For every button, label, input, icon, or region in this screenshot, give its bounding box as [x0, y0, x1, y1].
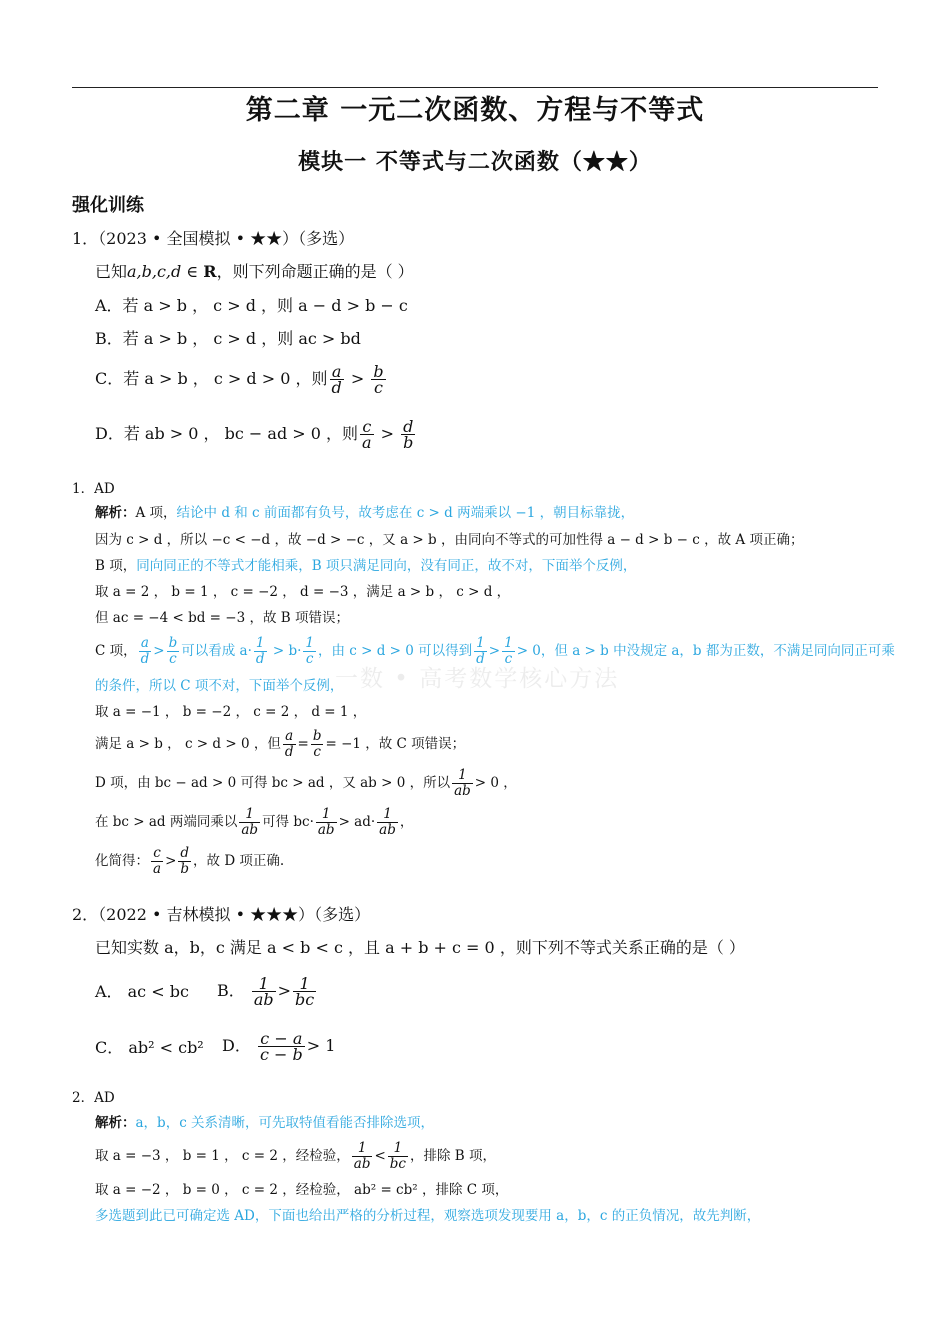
- q1-option-d: [95, 419, 417, 450]
- q1-stem-R: R: [203, 262, 217, 281]
- s1-line-12: 化简得： $\frac{c}{a}$ > $\frac{d}{b}$ ，故 D 项正确.: [95, 845, 285, 877]
- s1-answer: 1．AD: [72, 481, 115, 497]
- s1-line-3: [95, 556, 636, 576]
- fraction: $\frac{b}{c}$: [373, 362, 384, 397]
- s1-l3-note: 同向同正的不等式才能相乘，B 项只满足同向，没有同正，故不对，下面举个反例，: [136, 558, 637, 574]
- s1-line-6: [95, 636, 895, 667]
- gt: >: [375, 424, 400, 443]
- q1-stem: [95, 262, 414, 282]
- section-title: 强化训练: [72, 195, 144, 216]
- fraction: $\frac{1}{d}$: [476, 635, 485, 667]
- s1-l6-note: $\frac{a}{d}$ > $\frac{b}{c}$ 可以看成 a· $\frac{1}{d}$ > b· $\frac{1}{c}$ ，由 c > d > 0 可以得到 $\frac{1}{d}$ > $\frac{1}{c}$ > 0，但 a > b 中没规定 a，b 都为正数，不满足同向同正可乘: [140, 635, 895, 667]
- q1-option-c: [95, 364, 388, 395]
- q2-option-d-label: D．: [222, 1036, 251, 1055]
- fraction: $\frac{1}{ab}$: [241, 806, 259, 838]
- fraction: $\frac{1}{c}$: [504, 635, 513, 667]
- s1-l6-n4: ，但 a > b 中没规定 a，b 都为正数，不满足同向同正可乘: [540, 643, 895, 659]
- fraction: $\frac{d}{b}$: [180, 845, 190, 877]
- q1-option-a: A．若 a > b ， c > d ，则 a − d > b − c: [95, 296, 408, 315]
- fraction: $\frac{1}{ab}$: [253, 974, 274, 1009]
- fraction: $\frac{1}{ab}$: [353, 1140, 371, 1172]
- s1-l9-b: = −1 ，故 C 项错误；: [325, 736, 466, 752]
- s1-l6-n1: 可以看成 a·: [181, 643, 252, 659]
- s2-line-2: 取 a = −3 ， b = 1 ， c = 2 ，经检验， $\frac{1}{ab}$ < $\frac{1}{bc}$ ，排除 B 项，: [95, 1140, 496, 1172]
- q2-option-d: [222, 1031, 335, 1062]
- fraction: $\frac{c - a}{c - b}$: [259, 1029, 303, 1064]
- q1-stem-in: ∈: [181, 262, 204, 281]
- gt: >: [345, 369, 370, 388]
- s1-l11-d: ，: [399, 814, 414, 830]
- s1-l11-c: > ad·: [338, 814, 376, 830]
- q2-option-b-label: B．: [217, 981, 245, 1000]
- q1-header: 1．（2023 • 全国模拟 • ★★）（多选）: [72, 229, 355, 248]
- s1-l12-a: 化简得：: [95, 853, 149, 869]
- q2-stem: 已知实数 a，b，c 满足 a < b < c ，且 a + b + c = 0 ，则下列不等式关系正确的是（ ）: [95, 938, 745, 957]
- s1-l12-b: ，故 D 项正确.: [193, 853, 285, 869]
- q1-stem-post: ，则下列命题正确的是（ ）: [216, 262, 414, 281]
- fraction: $\frac{d}{b}$: [403, 417, 414, 452]
- q1-option-d-pre: D．若 ab > 0 ， bc − ad > 0 ，则: [95, 424, 359, 443]
- s1-l9-a: 满足 a > b ， c > d > 0 ，但: [95, 736, 281, 752]
- s2-l2-b: ，排除 B 项，: [409, 1148, 496, 1164]
- s1-line-11: [95, 807, 413, 838]
- q1-stem-pre: 已知: [95, 262, 128, 281]
- s1-line-4: 取 a = 2 ， b = 1 ， c = −2 ， d = −3 ，满足 a > b ， c > d ，: [95, 584, 511, 600]
- s1-line-9: 满足 a > b ， c > d > 0 ，但 $\frac{a}{d}$ = $\frac{b}{c}$ = −1 ，故 C 项错误；: [95, 728, 466, 760]
- s2-answer: 2．AD: [72, 1090, 115, 1106]
- fraction: $\frac{1}{d}$: [255, 635, 265, 667]
- chapter-title: 第二章 一元二次函数、方程与不等式: [245, 95, 705, 126]
- fraction: $\frac{1}{ab}$: [454, 767, 471, 799]
- s1-l11-b: 可得 bc·: [262, 814, 314, 830]
- fraction: $\frac{1}{bc}$: [295, 974, 315, 1009]
- q2-option-c: C． ab² < cb²: [95, 1038, 204, 1057]
- s1-line-2: 因为 c > d ，所以 −c < −d ，故 −d > −c ，又 a > b ，由同向不等式的可加性得 a − d > b − c ，故 A 项正确；: [95, 532, 804, 548]
- s1-l11-a: 在 bc > ad 两端同乘以: [95, 814, 238, 830]
- module-title: 模块一 不等式与二次函数（★★）: [298, 149, 652, 175]
- fraction: $\frac{1}{ab}$: [317, 806, 335, 838]
- s2-line-4: 多选题到此已可确定选 AD，下面也给出严格的分析过程，观察选项发现要用 a，b，c 的正负情况，故先判断，: [95, 1208, 761, 1224]
- s2-l2-a: 取 a = −3 ， b = 1 ， c = 2 ，经检验，: [95, 1148, 350, 1164]
- fraction: $\frac{c}{a}$: [362, 417, 372, 452]
- s1-l3-a: B 项，: [95, 558, 137, 574]
- fraction: $\frac{a}{d}$: [331, 362, 342, 397]
- watermark: 一数 • 高考数学核心方法: [335, 666, 620, 692]
- fraction: $\frac{1}{c}$: [305, 635, 314, 667]
- s1-line-7: 的条件，所以 C 项不对，下面举个反例，: [95, 678, 344, 694]
- s1-line-8: 取 a = −1 ， b = −2 ， c = 2 ， d = 1 ，: [95, 704, 367, 720]
- s1-line-1: [95, 503, 634, 523]
- s2-line-1: [95, 1113, 434, 1133]
- q1-stem-vars: a,b,c,d: [127, 262, 182, 281]
- q2-option-a: A． ac < bc: [95, 982, 189, 1001]
- s2-l1-note: a，b，c 关系清晰，可先取特值看能否排除选项，: [135, 1115, 435, 1131]
- s1-l1-note: 结论中 d 和 c 前面都有负号，故考虑在 c > d 两端乘以 −1 ，朝目标靠拢，: [176, 505, 635, 521]
- fraction: $\frac{b}{c}$: [168, 635, 178, 667]
- q2-option-d-tail: > 1: [306, 1036, 336, 1055]
- s1-l10-a: D 项，由 bc − ad > 0 可得 bc > ad ，又 ab > 0 ，所以: [95, 775, 451, 791]
- fraction: $\frac{1}{ab}$: [379, 806, 396, 838]
- s1-l6-a: C 项，: [95, 643, 137, 659]
- s1-line-5: 但 ac = −4 < bd = −3 ，故 B 项错误；: [95, 610, 349, 626]
- fraction: $\frac{c}{a}$: [153, 845, 162, 877]
- fraction: $\frac{a}{d}$: [140, 635, 150, 667]
- s1-l10-b: > 0 ，: [474, 775, 517, 791]
- fraction: $\frac{b}{c}$: [312, 728, 322, 760]
- s1-line-10: [95, 768, 517, 799]
- fraction: $\frac{a}{d}$: [284, 728, 294, 760]
- s1-l6-n2: > b·: [268, 643, 302, 659]
- q2-option-b: B． $\frac{1}{ab}$ > $\frac{1}{bc}$: [217, 974, 315, 1009]
- s1-l6-n3: ，由 c > d > 0 可以得到: [317, 643, 473, 659]
- q2-header: 2．（2022 • 吉林模拟 • ★★★）（多选）: [72, 905, 371, 924]
- jiexi-label: 解析：: [95, 505, 136, 521]
- jiexi-label: 解析：: [95, 1115, 136, 1131]
- s2-line-3: 取 a = −2 ， b = 0 ， c = 2 ，经检验， ab² = cb² ，排除 C 项，: [95, 1182, 509, 1198]
- q1-option-c-pre: C．若 a > b ， c > d > 0 ，则: [95, 369, 328, 388]
- s1-l1-a: A 项，: [135, 505, 177, 521]
- fraction: $\frac{1}{bc}$: [389, 1140, 406, 1172]
- q1-option-b: B．若 a > b ， c > d ，则 ac > bd: [95, 329, 361, 348]
